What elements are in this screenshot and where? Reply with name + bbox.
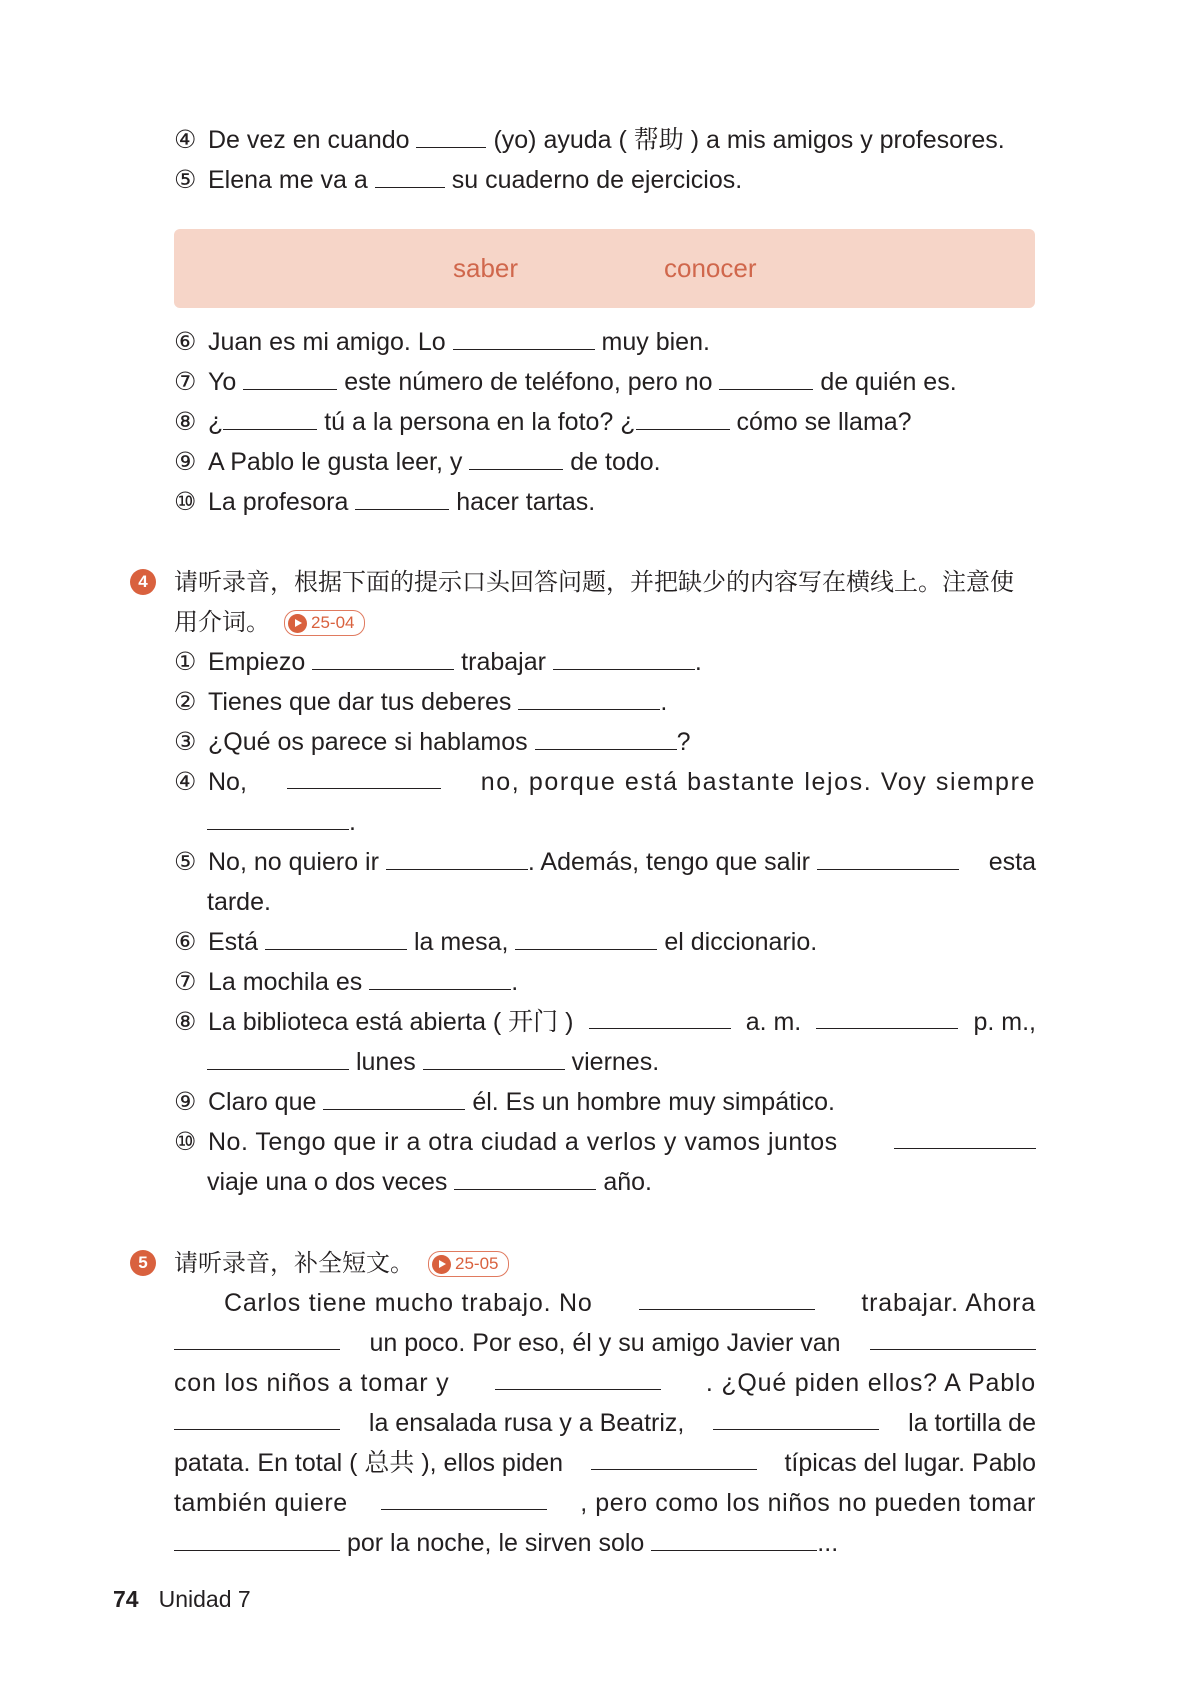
answer-blank[interactable]: [454, 1163, 596, 1190]
answer-blank[interactable]: [713, 1403, 879, 1430]
question-4-1: ① Empiezo trabajar .: [174, 642, 1036, 682]
answer-blank[interactable]: [589, 1002, 731, 1029]
question-4-10: ⑩ No. Tengo que ir a otra ciudad a verlos y vamos juntos: [174, 1122, 1036, 1162]
answer-blank[interactable]: [174, 1524, 340, 1551]
question-4-4-cont: .: [207, 802, 356, 842]
answer-blank[interactable]: [416, 121, 486, 148]
exercise-4-title-cont: 用介词。 25-04: [174, 602, 365, 642]
exercise-4-title: 请听录音，根据下面的提示口头回答问题，并把缺少的内容写在横线上。注意使: [174, 568, 1014, 596]
answer-blank[interactable]: [174, 1323, 340, 1350]
unit-label: Unidad 7: [158, 1586, 251, 1612]
paragraph-line-4: la ensalada rusa y a Beatriz, la tortilla de: [174, 1403, 1036, 1443]
answer-blank[interactable]: [265, 923, 407, 950]
answer-blank[interactable]: [553, 643, 695, 670]
question-4-2: ② Tienes que dar tus deberes .: [174, 682, 1036, 722]
answer-blank[interactable]: [223, 403, 317, 430]
exercise-5-title: 请听录音，补全短文。 25-05: [174, 1243, 509, 1283]
paragraph-line-3: con los niños a tomar y . ¿Qué piden ellos? A Pablo: [174, 1363, 1036, 1403]
answer-blank[interactable]: [287, 762, 441, 789]
answer-blank[interactable]: [207, 803, 349, 830]
audio-track-badge[interactable]: 25-05: [428, 1251, 509, 1277]
answer-blank[interactable]: [651, 1524, 817, 1551]
paragraph-line-7: por la noche, le sirven solo ...: [174, 1523, 1036, 1563]
question-3-5: ⑤ Elena me va a su cuaderno de ejercicios.: [174, 160, 1036, 200]
exercise-4-number: 4: [130, 569, 156, 595]
question-4-5-cont: tarde.: [207, 888, 271, 916]
play-icon: [432, 1255, 451, 1274]
answer-blank[interactable]: [894, 1122, 1036, 1149]
question-4-8: ⑧ La biblioteca está abierta ( 开门 ) a. m. p. m.,: [174, 1002, 1036, 1042]
answer-blank[interactable]: [469, 443, 563, 470]
question-4-6: ⑥ Está la mesa, el diccionario.: [174, 922, 1036, 962]
answer-blank[interactable]: [817, 843, 959, 870]
question-4-10-cont: viaje una o dos veces año.: [207, 1162, 652, 1202]
question-4-8-cont: lunes viernes.: [207, 1042, 659, 1082]
question-3-7: ⑦ Yo este número de teléfono, pero no de quién es.: [174, 362, 1036, 402]
answer-blank[interactable]: [591, 1443, 757, 1470]
answer-blank[interactable]: [207, 1043, 349, 1070]
paragraph-line-6: también quiere , pero como los niños no pueden tomar: [174, 1483, 1036, 1523]
audio-track-badge[interactable]: 25-04: [284, 610, 365, 636]
answer-blank[interactable]: [719, 363, 813, 390]
question-3-8: ⑧ ¿ tú a la persona en la foto? ¿ cómo se llama?: [174, 402, 1036, 442]
question-4-5: ⑤ No, no quiero ir . Además, tengo que salir esta: [174, 842, 1036, 882]
answer-blank[interactable]: [323, 1083, 465, 1110]
answer-blank[interactable]: [518, 683, 660, 710]
question-4-4: ④ No, no, porque está bastante lejos. Voy siempre: [174, 762, 1036, 802]
page-number: 74: [113, 1586, 139, 1612]
answer-blank[interactable]: [381, 1483, 547, 1510]
question-4-3: ③ ¿Qué os parece si hablamos ?: [174, 722, 1036, 762]
answer-blank[interactable]: [639, 1283, 815, 1310]
answer-blank[interactable]: [375, 161, 445, 188]
question-4-9: ⑨ Claro que él. Es un hombre muy simpático.: [174, 1082, 1036, 1122]
answer-blank[interactable]: [369, 963, 511, 990]
answer-blank[interactable]: [174, 1403, 340, 1430]
answer-blank[interactable]: [515, 923, 657, 950]
word-saber: saber: [453, 253, 519, 283]
question-3-4: ④ De vez en cuando (yo) ayuda ( 帮助 ) a mis amigos y profesores.: [174, 120, 1036, 160]
answer-blank[interactable]: [386, 843, 528, 870]
question-3-9: ⑨ A Pablo le gusta leer, y de todo.: [174, 442, 1036, 482]
paragraph-line-5: patata. En total ( 总共 ), ellos piden típicas del lugar. Pablo: [174, 1443, 1036, 1483]
paragraph-line-1: Carlos tiene mucho trabajo. No trabajar. Ahora: [224, 1283, 1036, 1323]
answer-blank[interactable]: [423, 1043, 565, 1070]
answer-blank[interactable]: [453, 323, 595, 350]
answer-blank[interactable]: [870, 1323, 1036, 1350]
answer-blank[interactable]: [816, 1002, 958, 1029]
play-icon: [288, 614, 307, 633]
answer-blank[interactable]: [312, 643, 454, 670]
exercise-5-number: 5: [130, 1250, 156, 1276]
answer-blank[interactable]: [495, 1363, 661, 1390]
question-3-6: ⑥ Juan es mi amigo. Lo muy bien.: [174, 322, 1036, 362]
word-bank-box: [174, 229, 1035, 308]
question-4-7: ⑦ La mochila es .: [174, 962, 1036, 1002]
answer-blank[interactable]: [636, 403, 730, 430]
answer-blank[interactable]: [355, 483, 449, 510]
answer-blank[interactable]: [243, 363, 337, 390]
answer-blank[interactable]: [535, 723, 677, 750]
page-footer: [113, 1579, 251, 1619]
word-conocer: conocer: [664, 253, 757, 283]
question-3-10: ⑩ La profesora hacer tartas.: [174, 482, 1036, 522]
paragraph-line-2: un poco. Por eso, él y su amigo Javier van: [174, 1323, 1036, 1363]
